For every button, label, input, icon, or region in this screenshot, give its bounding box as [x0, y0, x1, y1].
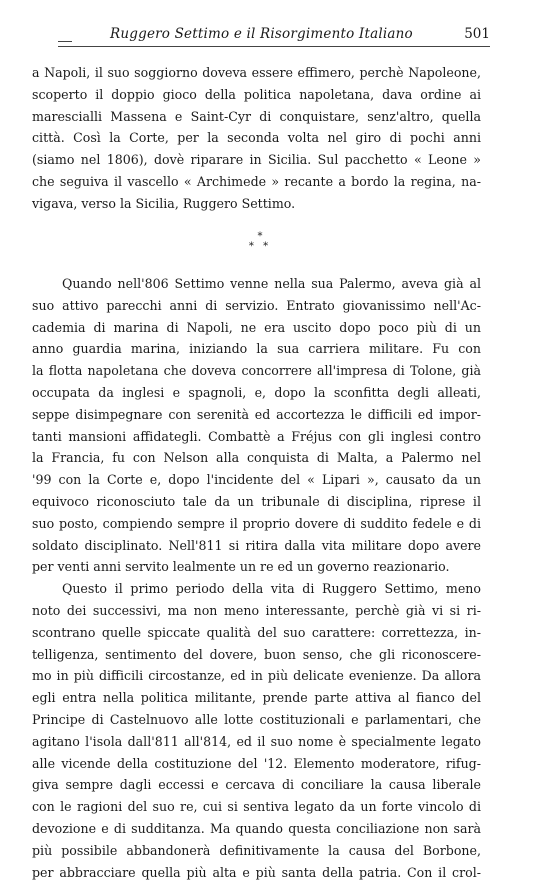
text-line: a Napoli, il suo soggiorno doveva essere effimero, perchè Napoleone,: [32, 65, 481, 80]
text-line: noto dei successivi, ma non meno interessante, perchè già vi si ri-: [32, 602, 481, 618]
text-line: tanti mansioni affidategli. Combattè a Fréjus con gli inglesi contro: [32, 428, 481, 444]
header-rule-left: [58, 41, 72, 42]
text-line: più possibile abbandonerà definitivamente la causa del Borbone,: [32, 842, 481, 858]
text-line: per venti anni servito lealmente un re ed un governo reazionario.: [32, 559, 450, 575]
text-line: mo in più difficili circostanze, ed in più delicate evenienze. Da allora: [32, 668, 481, 684]
paragraph-continuation: [32, 62, 481, 215]
header-rule: [58, 46, 490, 47]
text-line: soldato disciplinato. Nell'811 si ritira dalla vita militare dopo avere: [32, 537, 481, 553]
text-line: suo posto, compiendo sempre il proprio dovere di suddito fedele e di: [32, 515, 481, 531]
section-separator-asterism: [245, 232, 275, 252]
running-header: [58, 26, 490, 48]
text-line: scoperto il doppio gioco della politica napoletana, dava ordine ai: [32, 86, 481, 102]
text-line: anno guardia marina, iniziando la sua carriera militare. Fu con: [32, 341, 481, 357]
text-line: Questo il primo periodo della vita di Ruggero Settimo, meno: [62, 581, 481, 597]
text-line: Principe di Castelnuovo alle lotte costituzionali e parlamentari, che: [32, 711, 481, 727]
text-line: scontrano quelle spiccate qualità del suo carattere: correttezza, in-: [32, 624, 481, 640]
page-number: 501: [464, 26, 490, 42]
text-line: Quando nell'806 Settimo venne nella sua Palermo, aveva già al: [62, 276, 481, 291]
text-line: '99 con la Corte e, dopo l'incidente del « Lipari », causato da un: [32, 472, 481, 488]
text-line: telligenza, sentimento del dovere, buon senso, che gli riconoscere-: [32, 646, 481, 662]
text-line: che seguiva il vascello « Archimede » recante a bordo la regina, na-: [32, 173, 481, 189]
text-line: la Francia, fu con Nelson alla conquista di Malta, a Palermo nel: [32, 450, 481, 466]
text-line: devozione e di sudditanza. Ma quando questa conciliazione non sarà: [32, 820, 481, 836]
text-line: alle vicende della costituzione del '12. Elemento moderatore, rifug-: [32, 755, 481, 771]
text-line: occupata da inglesi e spagnoli, e, dopo la sconfitta degli alleati,: [32, 384, 481, 400]
text-line: equivoco riconosciuto tale da un tribunale di disciplina, riprese il: [32, 493, 481, 509]
section-body: [32, 273, 481, 883]
text-line: per abbracciare quella più alta e più santa della patria. Con il crol-: [32, 864, 481, 880]
text-line: la flotta napoletana che doveva concorrere all'impresa di Tolone, già: [32, 363, 481, 379]
text-line: (siamo nel 1806), dovè riparare in Sicilia. Sul pacchetto « Leone »: [32, 152, 481, 168]
running-title: Ruggero Settimo e il Risorgimento Italiano: [110, 26, 413, 42]
asterism-star: *: [257, 231, 263, 242]
text-line: città. Così la Corte, per la seconda volta nel giro di pochi anni: [32, 130, 481, 146]
asterism-stars: * *: [248, 241, 272, 252]
text-line: seppe disimpegnare con serenità ed accortezza le difficili ed impor-: [32, 406, 481, 422]
text-line: giva sempre dagli eccessi e cercava di conciliare la causa liberale: [32, 777, 481, 793]
text-line: marescialli Massena e Saint-Cyr di conquistare, senz'altro, quella: [32, 108, 481, 124]
text-line: suo attivo parecchi anni di servizio. Entrato giovanissimo nell'Ac-: [32, 297, 481, 313]
text-line: con le ragioni del suo re, cui si sentiva legato da un forte vincolo di: [32, 799, 481, 815]
text-line: agitano l'isola dall'811 all'814, ed il suo nome è specialmente legato: [32, 733, 481, 749]
text-line: vigava, verso la Sicilia, Ruggero Settimo.: [32, 195, 296, 211]
text-line: cademia di marina di Napoli, ne era uscito dopo poco più di un: [32, 319, 481, 335]
text-line: egli entra nella politica militante, prende parte attiva al fianco del: [32, 690, 481, 706]
